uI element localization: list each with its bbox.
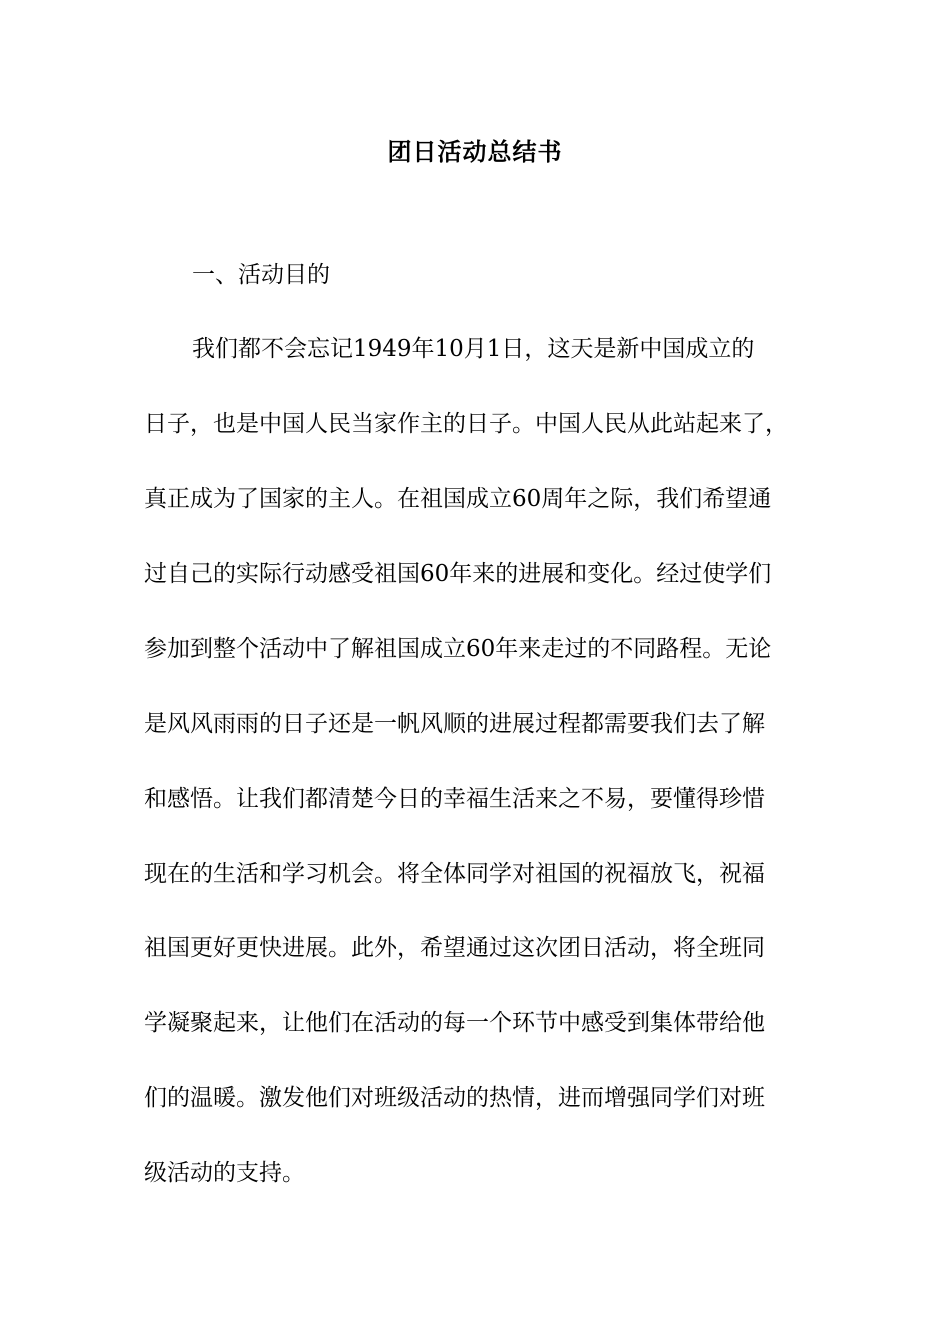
paragraph-line: 我们都不会忘记1949年10月1日，这天是新中国成立的 — [192, 336, 755, 362]
paragraph-line: 们的温暖。激发他们对班级活动的热情，进而增强同学们对班 — [144, 1085, 765, 1111]
paragraph-line: 级活动的支持。 — [144, 1160, 305, 1186]
paragraph-line: 真正成为了国家的主人。在祖国成立60周年之际，我们希望通 — [144, 486, 772, 512]
paragraph-line: 学凝聚起来，让他们在活动的每一个环节中感受到集体带给他 — [144, 1010, 765, 1036]
paragraph-line: 参加到整个活动中了解祖国成立60年来走过的不同路程。无论 — [144, 636, 772, 662]
paragraph-line: 是风风雨雨的日子还是一帆风顺的进展过程都需要我们去了解 — [144, 711, 765, 737]
paragraph-line: 日子，也是中国人民当家作主的日子。中国人民从此站起来了， — [144, 411, 788, 437]
paragraph-line: 现在的生活和学习机会。将全体同学对祖国的祝福放飞，祝福 — [144, 861, 765, 887]
paragraph-line: 过自己的实际行动感受祖国60年来的进展和变化。经过使学们 — [144, 561, 772, 587]
paragraph-line: 和感悟。让我们都清楚今日的幸福生活来之不易，要懂得珍惜 — [144, 786, 765, 812]
paragraph-line: 祖国更好更快进展。此外，希望通过这次团日活动，将全班同 — [144, 935, 765, 961]
document-title: 团日活动总结书 — [387, 137, 563, 166]
section-heading: 一、活动目的 — [192, 262, 330, 288]
